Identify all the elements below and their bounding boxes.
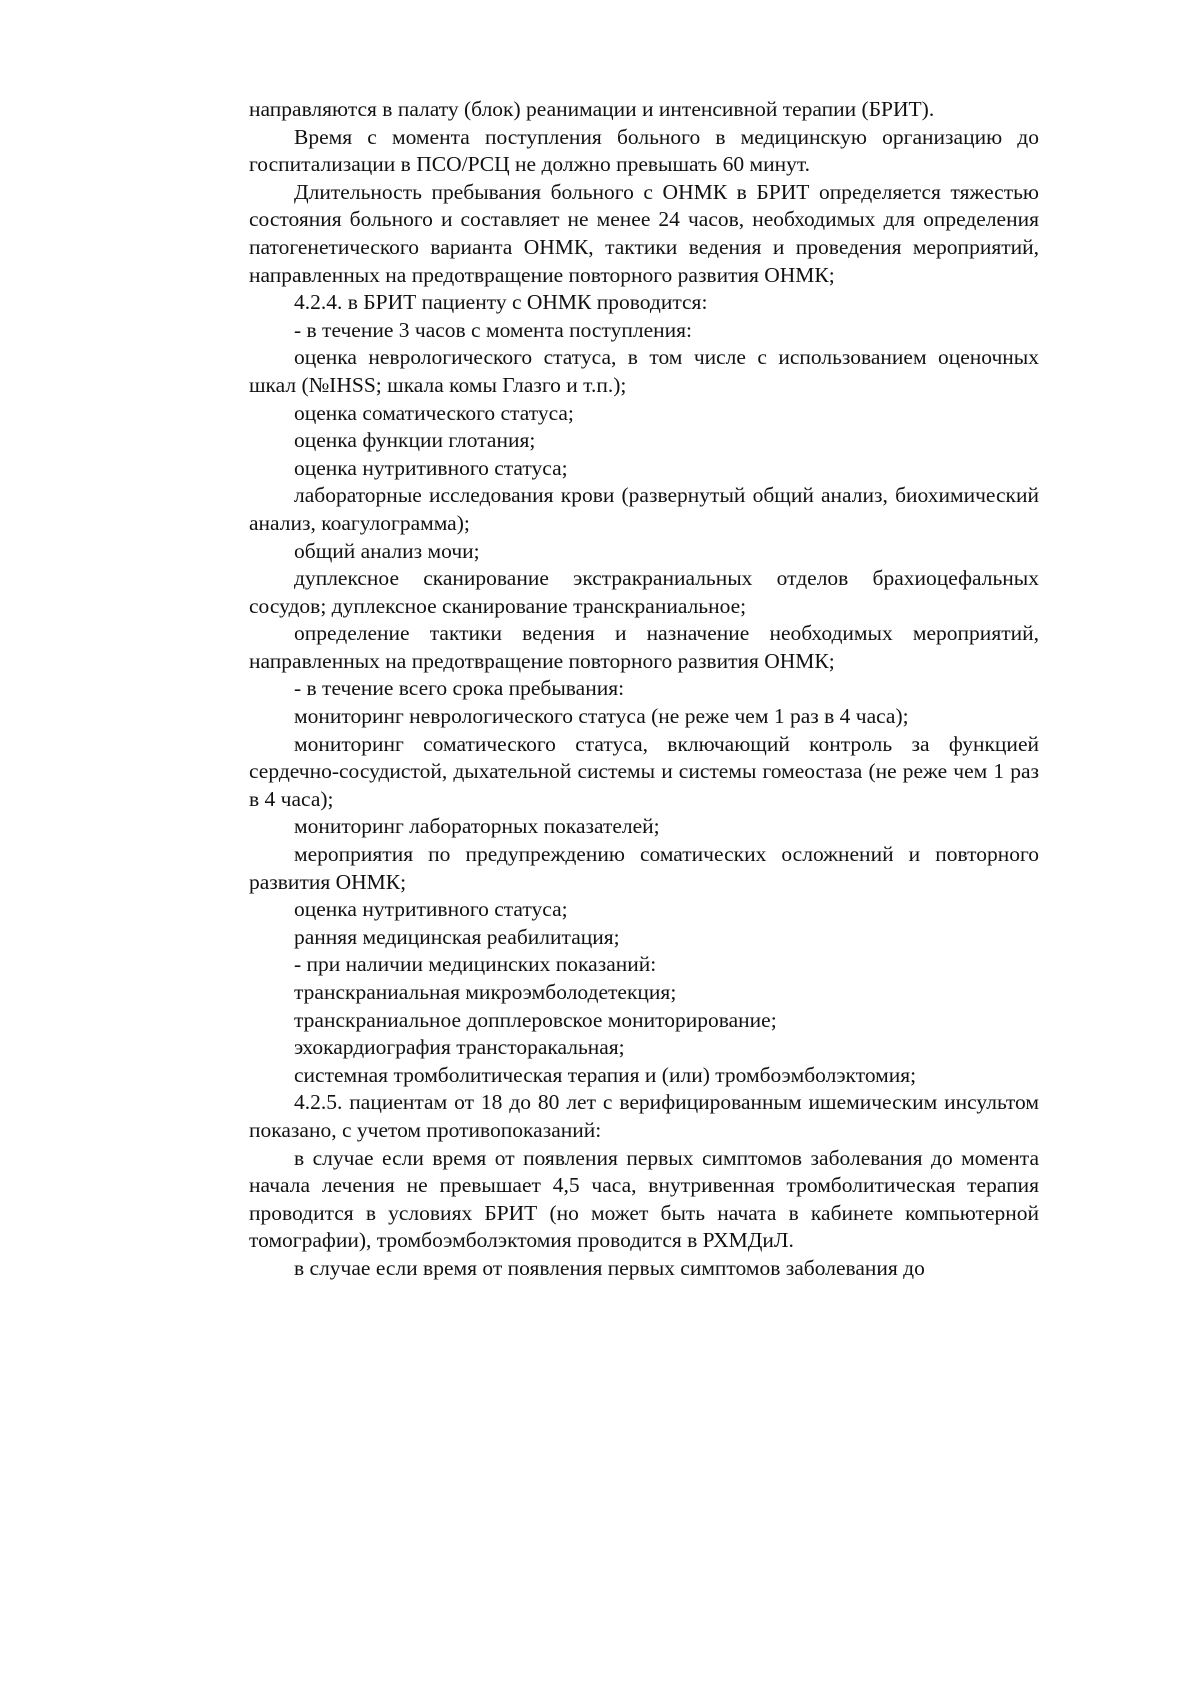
paragraph: оценка нутритивного статуса;	[294, 897, 568, 922]
paragraph: ранняя медицинская реабилитация;	[294, 924, 620, 949]
paragraph: направляются в палату (блок) реанимации и интенсивной терапии (БРИТ).	[249, 97, 935, 121]
paragraph: общий анализ мочи;	[294, 538, 480, 563]
paragraph: Длительность пребывания больного с ОНМК в БРИТ определяется тяжестью состояния больного и составляет не менее 24 часов, необходимых для определения патогенетического варианта ОНМК, тактики ведения и проведения мероприятий, направленных на предотвращение повторного развития ОНМК;	[249, 179, 1039, 287]
paragraph: оценка функции глотания;	[294, 428, 536, 453]
paragraph: дуплексное сканирование экстракраниальных отделов брахиоцефальных сосудов; дуплексное сканирование транскраниальное;	[249, 566, 1039, 618]
paragraph: определение тактики ведения и назначение необходимых мероприятий, направленных на предотвращение повторного развития ОНМК;	[249, 621, 1039, 673]
paragraph: лабораторные исследования крови (развернутый общий анализ, биохимический анализ, коагулограмма);	[249, 483, 1039, 535]
paragraph: Время с момента поступления больного в медицинскую организацию до госпитализации в ПСО/РСЦ не должно превышать 60 минут.	[249, 124, 1039, 177]
paragraph: - при наличии медицинских показаний:	[294, 952, 657, 977]
paragraph: оценка неврологического статуса, в том числе с использованием оценочных шкал (№IHSS; шкала комы Глазго и т.п.);	[249, 345, 1039, 397]
paragraph: транскраниальное допплеровское мониторирование;	[294, 1007, 777, 1032]
paragraph: эхокардиография трансторакальная;	[294, 1035, 625, 1060]
paragraph: - в течение 3 часов с момента поступления:	[294, 317, 692, 342]
paragraph: транскраниальная микроэмболодетекция;	[294, 980, 677, 1004]
paragraph: оценка нутритивного статуса;	[294, 455, 568, 480]
paragraph: в случае если время от появления первых симптомов заболевания до	[294, 1255, 925, 1280]
paragraph: системная тромболитическая терапия и (или) тромбоэмболэктомия;	[294, 1062, 917, 1087]
paragraph: 4.2.5. пациентам от 18 до 80 лет с верифицированным ишемическим инсультом показано, с учетом противопоказаний:	[249, 1090, 1039, 1142]
paragraph: мониторинг лабораторных показателей;	[294, 814, 660, 839]
paragraph: - в течение всего срока пребывания:	[294, 676, 625, 701]
document-body	[249, 96, 1039, 1283]
paragraph: мониторинг соматического статуса, включающий контроль за функцией сердечно-сосудистой, дыхательной системы и системы гомеостаза (не реже чем 1 раз в 4 часа);	[249, 731, 1039, 811]
paragraph: 4.2.4. в БРИТ пациенту с ОНМК проводится:	[294, 290, 708, 315]
paragraph: оценка соматического статуса;	[294, 400, 574, 425]
paragraph: мероприятия по предупреждению соматических осложнений и повторного развития ОНМК;	[249, 842, 1039, 894]
paragraph: в случае если время от появления первых симптомов заболевания до момента начала лечения не превышает 4,5 часа, внутривенная тромболитическая терапия проводится в условиях БРИТ (но может быть начата в кабинете компьютерной томографии), тромбоэмболэктомия проводится в РХМДиЛ.	[249, 1145, 1039, 1253]
paragraph: мониторинг неврологического статуса (не реже чем 1 раз в 4 часа);	[294, 704, 909, 729]
